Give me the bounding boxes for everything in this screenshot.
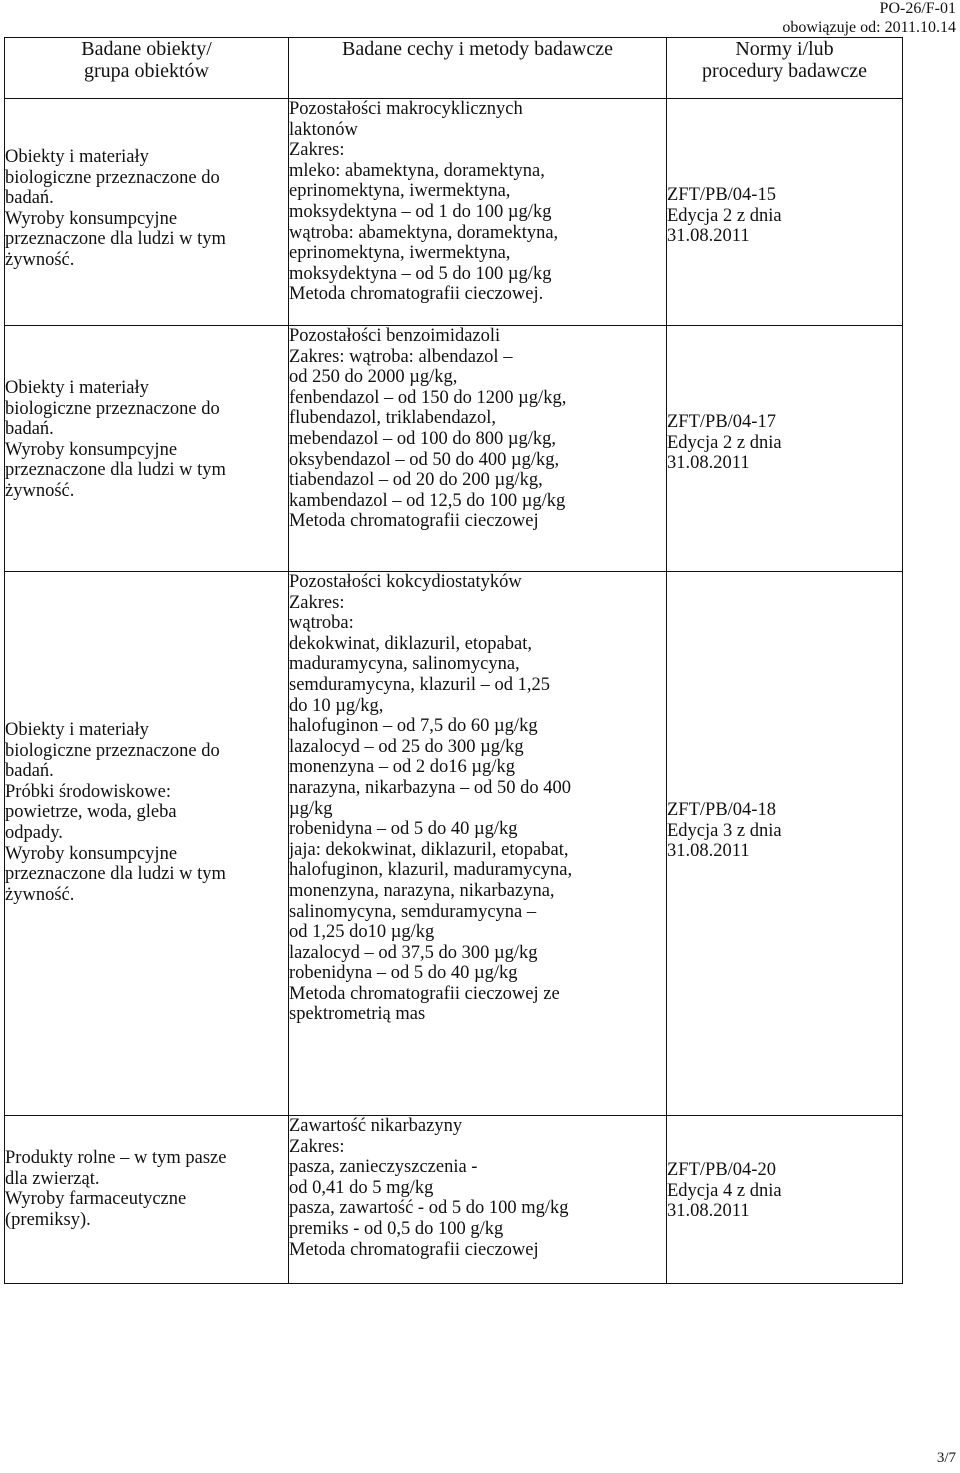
methods-cell	[289, 99, 667, 326]
cell-line: eprinomektyna, iwermektyna,	[289, 181, 511, 202]
norm-edition: Edycja 2 z dnia	[667, 432, 782, 453]
cell-line: wątroba: abamektyna, doramektyna,	[289, 222, 559, 243]
norm-edition: Edycja 2 z dnia	[667, 205, 782, 226]
cell-line: Metoda chromatografii cieczowej	[289, 511, 539, 532]
cell-line: Próbki środowiskowe:	[5, 781, 171, 802]
norm-date: 31.08.2011	[667, 226, 750, 247]
cell-line: do 10 µg/kg,	[289, 695, 384, 716]
cell-line: Zakres:	[289, 140, 345, 161]
header-methods	[289, 38, 667, 99]
cell-line: µg/kg	[289, 798, 333, 819]
table-row	[5, 1116, 903, 1284]
norm-code: ZFT/PB/04-15	[667, 185, 776, 205]
norm-code: ZFT/PB/04-20	[667, 1160, 776, 1180]
cell-line: powietrze, woda, gleba	[5, 802, 177, 823]
page-number: 3/7	[936, 1450, 956, 1466]
cell-line: Zakres: wątroba: albendazol –	[289, 346, 513, 367]
cell-line: jaja: dekokwinat, diklazuril, etopabat,	[289, 839, 569, 860]
cell-line: przeznaczone dla ludzi w tym	[5, 229, 226, 250]
norms-cell	[667, 1116, 903, 1284]
header-methods-line: Badane cechy i metody badawcze	[342, 38, 613, 60]
cell-line: lazalocyd – od 25 do 300 µg/kg	[289, 736, 524, 757]
cell-line: odpady.	[5, 822, 63, 843]
cell-line: maduramycyna, salinomycyna,	[289, 654, 520, 675]
cell-line: Obiekty i materiały	[5, 147, 149, 167]
cell-line: żywność.	[5, 249, 75, 270]
objects-cell	[5, 326, 289, 572]
cell-line: moksydektyna – od 1 do 100 µg/kg	[289, 201, 552, 222]
cell-line: eprinomektyna, iwermektyna,	[289, 243, 511, 264]
header-norms-line: procedury badawcze	[702, 60, 867, 82]
cell-line: od 1,25 do10 µg/kg	[289, 922, 435, 943]
norm-date: 31.08.2011	[667, 1201, 750, 1222]
norm-code: ZFT/PB/04-17	[667, 412, 776, 432]
cell-line: kambendazol – od 12,5 do 100 µg/kg	[289, 490, 566, 511]
cell-line: od 250 do 2000 µg/kg,	[289, 367, 458, 388]
header-norms	[667, 38, 903, 99]
valid-from-date: obowiązuje od: 2011.10.14	[782, 19, 956, 36]
table-row	[5, 99, 903, 326]
header-objects-line: grupa obiektów	[84, 60, 209, 82]
objects-cell	[5, 99, 289, 326]
cell-line: robenidyna – od 5 do 40 µg/kg	[289, 819, 518, 840]
norms-cell	[667, 326, 903, 572]
norm-edition: Edycja 3 z dnia	[667, 820, 782, 841]
methods-cell	[289, 326, 667, 572]
cell-line: salinomycyna, semduramycyna –	[289, 901, 537, 922]
cell-line: badań.	[5, 419, 54, 440]
cell-line: badań.	[5, 188, 54, 209]
norms-cell	[667, 572, 903, 1116]
cell-line: mebendazol – od 100 do 800 µg/kg,	[289, 428, 557, 449]
document-code: PO-26/F-01	[879, 0, 956, 17]
cell-line: biologiczne przeznaczone do	[5, 398, 220, 419]
cell-line: Wyroby konsumpcyjne	[5, 208, 178, 229]
cell-line: Pozostałości makrocyklicznych	[289, 99, 523, 119]
cell-line: Metoda chromatografii cieczowej	[289, 1239, 539, 1260]
cell-line: Wyroby farmaceutyczne	[5, 1189, 187, 1210]
cell-line: (premiksy).	[5, 1209, 91, 1230]
cell-line: Zakres:	[289, 1136, 345, 1157]
table-row	[5, 326, 903, 572]
cell-line: Obiekty i materiały	[5, 378, 149, 398]
cell-line: halofuginon, klazuril, maduramycyna,	[289, 860, 573, 881]
cell-line: narazyna, nikarbazyna – od 50 do 400	[289, 777, 572, 798]
cell-line: spektrometrią mas	[289, 1004, 426, 1025]
cell-line: żywność.	[5, 480, 75, 501]
cell-line: przeznaczone dla ludzi w tym	[5, 864, 226, 885]
cell-line: Wyroby konsumpcyjne	[5, 843, 178, 864]
methods-cell	[289, 1116, 667, 1284]
cell-line: Zawartość nikarbazyny	[289, 1116, 463, 1136]
cell-line: flubendazol, triklabendazol,	[289, 408, 497, 429]
header-objects	[5, 38, 289, 99]
header-norms-line: Normy i/lub	[735, 38, 834, 60]
objects-cell	[5, 1116, 289, 1284]
cell-line: fenbendazol – od 150 do 1200 µg/kg,	[289, 387, 567, 408]
cell-line: Zakres:	[289, 592, 345, 613]
cell-line: moksydektyna – od 5 do 100 µg/kg	[289, 263, 552, 284]
cell-line: pasza, zawartość - od 5 do 100 mg/kg	[289, 1198, 569, 1219]
cell-line: badań.	[5, 761, 54, 782]
accreditation-scope-table	[4, 37, 903, 1284]
norm-date: 31.08.2011	[667, 453, 750, 474]
cell-line: pasza, zanieczyszczenia -	[289, 1157, 478, 1178]
cell-line: biologiczne przeznaczone do	[5, 740, 220, 761]
cell-line: semduramycyna, klazuril – od 1,25	[289, 674, 550, 695]
cell-line: Pozostałości kokcydiostatyków	[289, 572, 522, 592]
cell-line: robenidyna – od 5 do 40 µg/kg	[289, 963, 518, 984]
cell-line: laktonów	[289, 119, 358, 140]
norms-cell	[667, 99, 903, 326]
cell-line: żywność.	[5, 884, 75, 905]
cell-line: Obiekty i materiały	[5, 720, 149, 740]
cell-line: Wyroby konsumpcyjne	[5, 439, 178, 460]
cell-line: lazalocyd – od 37,5 do 300 µg/kg	[289, 942, 538, 963]
norm-code: ZFT/PB/04-18	[667, 800, 776, 820]
methods-cell	[289, 572, 667, 1116]
cell-line: biologiczne przeznaczone do	[5, 167, 220, 188]
cell-line: oksybendazol – od 50 do 400 µg/kg,	[289, 449, 560, 470]
objects-cell	[5, 572, 289, 1116]
norm-edition: Edycja 4 z dnia	[667, 1180, 782, 1201]
cell-line: dla zwierząt.	[5, 1168, 100, 1189]
table-header-row	[5, 38, 903, 99]
cell-line: od 0,41 do 5 mg/kg	[289, 1177, 434, 1198]
cell-line: Metoda chromatografii cieczowej ze	[289, 983, 560, 1004]
cell-line: monenzyna – od 2 do16 µg/kg	[289, 757, 515, 778]
cell-line: Produkty rolne – w tym pasze	[5, 1148, 227, 1168]
norm-date: 31.08.2011	[667, 841, 750, 862]
header-objects-line: Badane obiekty/	[81, 38, 212, 60]
cell-line: przeznaczone dla ludzi w tym	[5, 460, 226, 481]
cell-line: wątroba:	[289, 613, 354, 634]
cell-line: Metoda chromatografii cieczowej.	[289, 284, 544, 305]
cell-line: tiabendazol – od 20 do 200 µg/kg,	[289, 470, 543, 491]
cell-line: Pozostałości benzoimidazoli	[289, 326, 501, 346]
cell-line: monenzyna, narazyna, nikarbazyna,	[289, 880, 555, 901]
table-row	[5, 572, 903, 1116]
cell-line: halofuginon – od 7,5 do 60 µg/kg	[289, 716, 538, 737]
cell-line: dekokwinat, diklazuril, etopabat,	[289, 633, 532, 654]
cell-line: premiks - od 0,5 do 100 g/kg	[289, 1218, 504, 1239]
cell-line: mleko: abamektyna, doramektyna,	[289, 160, 545, 181]
